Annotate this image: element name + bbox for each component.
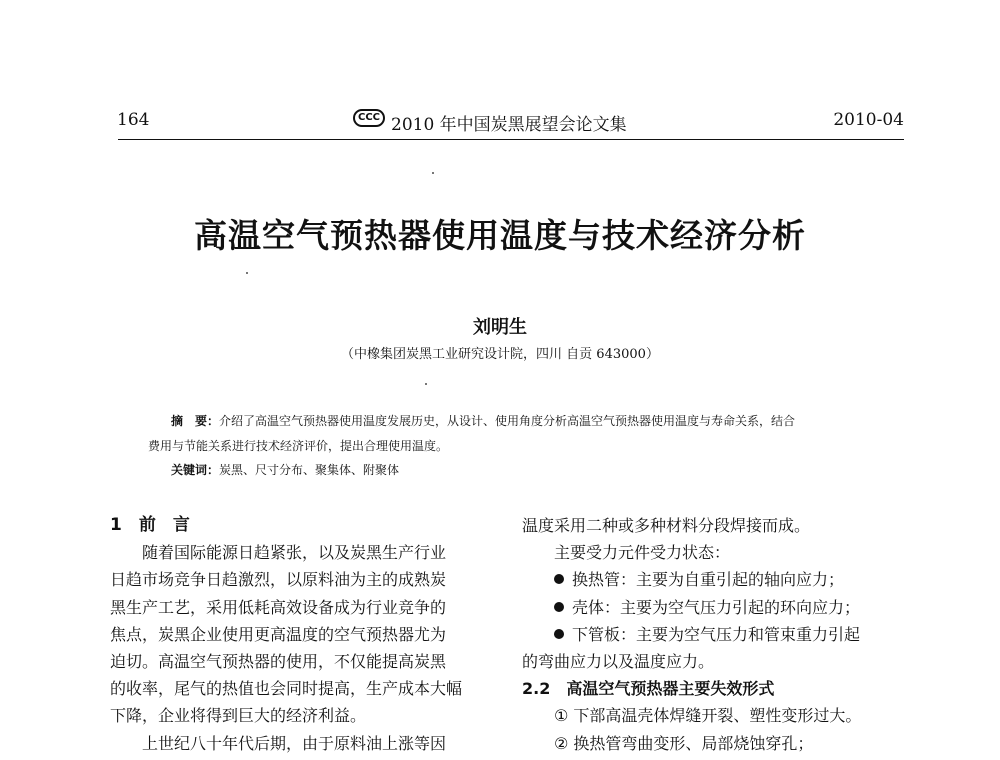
right-column <box>522 512 861 757</box>
keywords-line <box>171 461 399 479</box>
left-column <box>110 512 462 757</box>
abstract-label: 摘 要： <box>171 414 220 428</box>
abstract-line-1 <box>171 412 795 430</box>
paragraph-line: 上世纪八十年代后期，由于原料油上涨等因 <box>142 733 447 753</box>
scan-speck <box>432 172 434 174</box>
failure-item: ① 下部高温壳体焊缝开裂、塑性变形过大。 <box>554 706 862 726</box>
header-rule <box>118 139 904 140</box>
bullet-icon <box>554 629 564 639</box>
paragraph-line: 温度采用二种或多种材料分段焊接而成。 <box>522 516 811 535</box>
author-name: 刘明生 <box>473 317 527 338</box>
keywords-label: 关键词： <box>171 463 220 477</box>
issue-date: 2010-04 <box>833 110 904 130</box>
keywords-text: 炭黑、尺寸分布、聚集体、附聚体 <box>219 463 400 477</box>
paragraph-line: 黑生产工艺，采用低耗高效设备成为行业竞争的 <box>110 597 447 617</box>
abstract-line-2: 费用与节能关系进行技术经济评价，提出合理使用温度。 <box>148 439 449 453</box>
paragraph-line: 下降，企业将得到巨大的经济利益。 <box>110 706 367 726</box>
paragraph-line: 随着国际能源日趋紧张，以及炭黑生产行业 <box>142 543 447 563</box>
paragraph-line: 迫切。高温空气预热器的使用，不仅能提高炭黑 <box>110 652 447 672</box>
paragraph-line: 主要受力元件受力状态： <box>554 543 731 563</box>
conference-logo-icon: CCC <box>353 109 385 127</box>
paragraph-line: 的弯曲应力以及温度应力。 <box>522 652 715 672</box>
publication-title: 2010 年中国炭黑展望会论文集 <box>391 115 627 135</box>
page-number: 164 <box>117 110 150 130</box>
section-heading-intro: 1 前 言 <box>110 515 190 535</box>
author-affiliation: （中橡集团炭黑工业研究设计院，四川 自贡 643000） <box>341 347 659 362</box>
bullet-item <box>522 594 861 621</box>
bullet-text: 壳体：主要为空气压力引起的环向应力； <box>572 597 861 617</box>
bullet-icon <box>554 602 564 612</box>
failure-item: ② 换热管弯曲变形、局部烧蚀穿孔； <box>554 733 814 753</box>
bullet-item <box>522 566 861 593</box>
bullet-text: 换热管：主要为自重引起的轴向应力； <box>572 570 845 590</box>
subsection-heading: 2.2 高温空气预热器主要失效形式 <box>522 679 775 699</box>
scan-speck <box>246 272 248 274</box>
bullet-icon <box>554 574 564 584</box>
bullet-item <box>522 621 861 648</box>
paragraph-line: 的收率，尾气的热值也会同时提高，生产成本大幅 <box>110 679 463 699</box>
paragraph-line: 日趋市场竞争日趋激烈，以原料油为主的成熟炭 <box>110 570 447 590</box>
abstract-text-1: 介绍了高温空气预热器使用温度发展历史，从设计、使用角度分析高温空气预热器使用温度与寿命关系，结合 <box>219 414 796 428</box>
bullet-text: 下管板：主要为空气压力和管束重力引起 <box>572 624 861 644</box>
article-title: 高温空气预热器使用温度与技术经济分析 <box>194 216 806 255</box>
scan-speck <box>425 383 427 385</box>
paragraph-line: 焦点，炭黑企业使用更高温度的空气预热器尤为 <box>110 624 447 644</box>
